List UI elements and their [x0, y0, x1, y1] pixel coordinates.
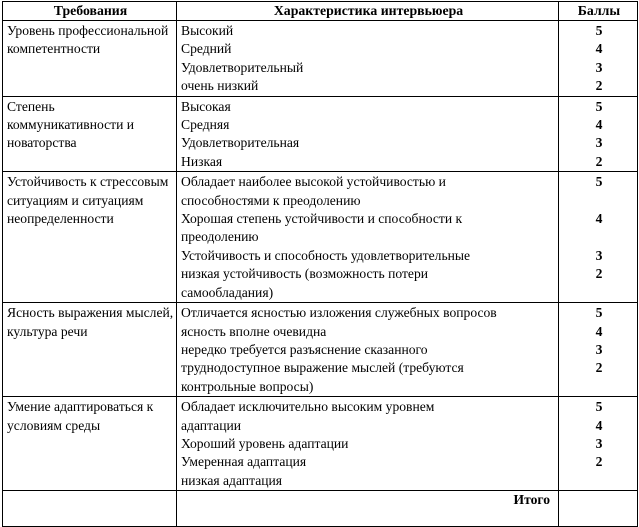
characteristic-line: Хорошая степень устойчивости и способности к — [181, 211, 463, 227]
point-value: 3 — [595, 341, 603, 357]
point-value: 5 — [595, 98, 603, 114]
characteristic-line: самообладания) — [181, 284, 274, 300]
points-cell — [559, 21, 638, 97]
point-value: 3 — [595, 435, 603, 451]
characteristic-cell — [177, 21, 559, 97]
requirement-cell: Ясность выражения мыслей, культура речи — [3, 303, 177, 397]
table-row — [3, 303, 638, 397]
table-row — [3, 21, 638, 97]
requirement-cell: Уровень профессиональной компетентности — [3, 21, 177, 97]
characteristic-line: Устойчивость и способность удовлетворительные — [181, 247, 471, 263]
point-value: 2 — [595, 360, 603, 376]
point-value: 5 — [595, 305, 603, 321]
characteristic-line: Средний — [181, 41, 232, 57]
scoring-table-document — [2, 1, 637, 527]
point-value: 5 — [595, 399, 603, 415]
characteristic-line: Высокая — [181, 98, 231, 114]
total-row — [3, 491, 638, 527]
point-spacer — [563, 378, 635, 396]
point-value: 2 — [595, 78, 603, 94]
characteristic-line: Хороший уровень адаптации — [181, 435, 349, 451]
characteristic-cell — [177, 303, 559, 397]
requirement-cell: Умение адаптироваться к условиям среды — [3, 397, 177, 491]
characteristic-line: труднодоступное выражение мыслей (требуются — [181, 360, 464, 376]
characteristic-line: Низкая — [181, 153, 223, 169]
characteristic-line: способностями к преодолению — [181, 192, 361, 208]
point-value: 3 — [595, 135, 603, 151]
characteristic-line: адаптации — [181, 417, 242, 433]
point-spacer — [563, 228, 635, 246]
point-value: 5 — [595, 174, 603, 190]
characteristic-line: Средняя — [181, 117, 230, 133]
table-row — [3, 172, 638, 303]
characteristic-line: Умеренная адаптация — [181, 454, 307, 470]
points-cell — [559, 96, 638, 172]
point-value: 2 — [595, 153, 603, 169]
characteristic-line: низкая адаптация — [181, 472, 283, 488]
point-value: 4 — [595, 41, 603, 57]
characteristic-line: Высокий — [181, 23, 234, 38]
total-label: Итого — [177, 491, 559, 527]
total-value-cell — [559, 491, 638, 527]
characteristic-line: Удовлетворительный — [181, 59, 304, 75]
point-spacer — [563, 472, 635, 490]
characteristic-cell — [177, 172, 559, 303]
point-value: 4 — [595, 117, 603, 133]
point-value: 4 — [595, 323, 603, 339]
table-row — [3, 397, 638, 491]
characteristic-line: Удовлетворительная — [181, 135, 300, 151]
characteristic-line: преодолению — [181, 229, 259, 245]
points-cell — [559, 397, 638, 491]
point-value: 2 — [595, 266, 603, 282]
table-row — [3, 96, 638, 172]
header-points: Баллы — [559, 2, 638, 21]
characteristic-line: Обладает исключительно высоким уровнем — [181, 399, 435, 415]
requirement-cell: Устойчивость к стрессовым ситуациям и ситуациям неопределенности — [3, 172, 177, 303]
point-spacer — [563, 284, 635, 302]
points-cell — [559, 172, 638, 303]
point-value: 4 — [595, 417, 603, 433]
point-value: 4 — [595, 211, 603, 227]
characteristic-line: низкая устойчивость (возможность потери — [181, 266, 429, 282]
point-value: 3 — [595, 59, 603, 75]
characteristic-line: очень низкий — [181, 78, 259, 94]
point-value: 5 — [595, 23, 603, 38]
interviewer-scoring-table — [2, 1, 638, 527]
point-spacer — [563, 192, 635, 210]
header-requirements: Требования — [3, 2, 177, 21]
points-cell — [559, 303, 638, 397]
header-characteristic: Характеристика интервьюера — [177, 2, 559, 21]
header-row — [3, 2, 638, 21]
characteristic-line: нередко требуется разъяснение сказанного — [181, 341, 428, 357]
point-value: 2 — [595, 454, 603, 470]
characteristic-line: ясность вполне очевидна — [181, 323, 327, 339]
characteristic-line: Обладает наиболее высокой устойчивостью и — [181, 174, 446, 190]
characteristic-line: Отличается ясностью изложения служебных вопросов — [181, 305, 497, 321]
characteristic-line: контрольные вопросы) — [181, 378, 314, 394]
characteristic-cell — [177, 96, 559, 172]
point-value: 3 — [595, 247, 603, 263]
total-empty-cell — [3, 491, 177, 527]
requirement-cell: Степень коммуникативности и новаторства — [3, 96, 177, 172]
characteristic-cell — [177, 397, 559, 491]
